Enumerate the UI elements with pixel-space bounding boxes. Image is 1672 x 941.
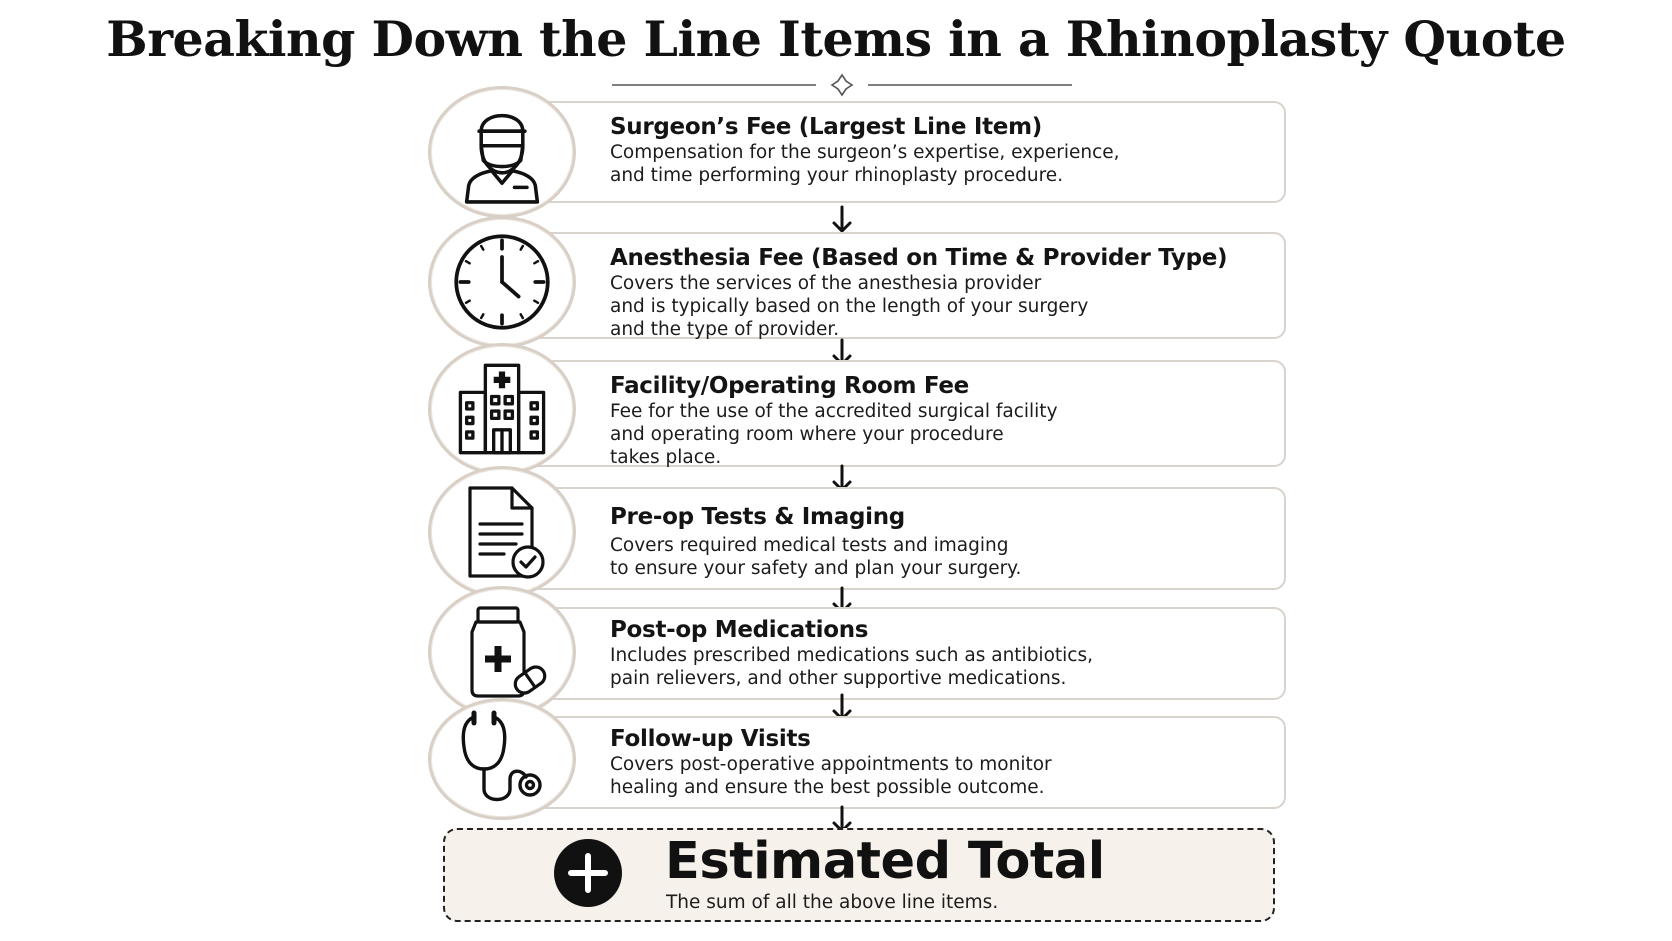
line-item-description: Covers the services of the anesthesia provider and is typically based on the length of your surgery and the type of provider. (610, 273, 1089, 340)
surgeon-icon (450, 100, 554, 204)
line-item-description: Compensation for the surgeon’s expertise, experience, and time performing your rhinoplasty procedure. (610, 142, 1120, 186)
line-item-icon-badge (428, 216, 576, 348)
flow-arrow (827, 205, 857, 235)
line-item-icon-badge (428, 86, 576, 218)
stethoscope-icon (452, 709, 552, 809)
clock-icon (450, 230, 554, 334)
line-item-title: Facility/Operating Room Fee (610, 373, 969, 399)
line-item-description: Includes prescribed medications such as antibiotics, pain relievers, and other supportive medications. (610, 645, 1093, 689)
total-description: The sum of all the above line items. (666, 892, 999, 913)
line-item-title: Pre-op Tests & Imaging (610, 504, 905, 530)
line-item-description: Covers required medical tests and imaging to ensure your safety and plan your surgery. (610, 535, 1022, 579)
estimated-total-box (443, 828, 1275, 922)
line-item-description: Covers post-operative appointments to monitor healing and ensure the best possible outcome. (610, 754, 1052, 798)
line-item-card-follow-up-visits (520, 716, 1286, 809)
line-item-title: Post-op Medications (610, 617, 869, 643)
line-item-card-pre-op-tests (520, 487, 1286, 590)
line-item-card-surgeon-fee (520, 101, 1286, 203)
line-item-icon-badge (428, 698, 576, 820)
line-item-icon-badge (428, 466, 576, 598)
total-title: Estimated Total (665, 832, 1105, 891)
line-item-card-post-op-medications (520, 607, 1286, 700)
medication-icon (452, 602, 552, 702)
line-item-card-facility-fee (520, 360, 1286, 467)
page-title: Breaking Down the Line Items in a Rhinoplasty Quote (106, 10, 1566, 68)
line-item-description: Fee for the use of the accredited surgical facility and operating room where your procedure takes place. (610, 401, 1058, 468)
line-item-title: Anesthesia Fee (Based on Time & Provider Type) (610, 245, 1228, 271)
line-item-icon-badge (428, 343, 576, 475)
line-item-card-anesthesia-fee (520, 232, 1286, 339)
line-item-title: Surgeon’s Fee (Largest Line Item) (610, 114, 1042, 140)
line-item-title: Follow-up Visits (610, 726, 811, 752)
document-check-icon (452, 482, 552, 582)
plus-circle-icon (553, 838, 623, 908)
hospital-icon (450, 357, 554, 461)
